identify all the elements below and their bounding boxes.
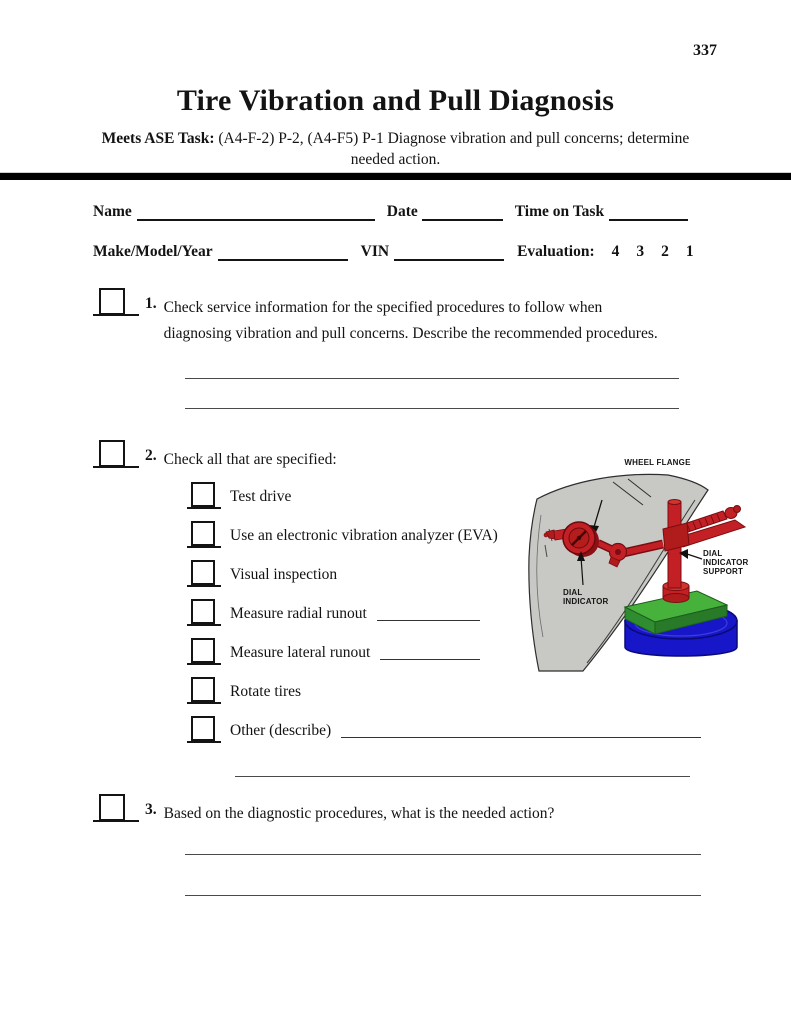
task-item-1	[93, 286, 672, 347]
radial-runout-field[interactable]	[377, 605, 480, 621]
other-describe-field[interactable]	[341, 722, 701, 738]
radial-runout-checkbox[interactable]	[187, 598, 221, 626]
task-2-checkbox[interactable]	[93, 440, 139, 468]
answer-line[interactable]	[185, 895, 701, 896]
task-1-number: 1.	[145, 295, 157, 312]
date-field[interactable]	[422, 203, 503, 221]
time-on-task-label: Time on Task	[514, 203, 605, 220]
info-row-2	[93, 243, 694, 261]
checklist-label: Use an electronic vibration analyzer (EVA)	[230, 527, 498, 544]
evaluation-score-4[interactable]: 4	[611, 243, 620, 260]
evaluation-score-2[interactable]: 2	[661, 243, 669, 260]
visual-inspection-checkbox[interactable]	[187, 559, 221, 587]
vin-label: VIN	[360, 243, 390, 260]
task-2-text: Check all that are specified:	[163, 451, 337, 468]
task-3-checkbox[interactable]	[93, 794, 139, 822]
wheel-flange-label: WHEEL FLANGE	[624, 458, 691, 467]
date-label: Date	[386, 203, 418, 220]
make-model-year-field[interactable]	[218, 243, 348, 261]
ase-task-subtitle	[0, 128, 791, 170]
task-3-number: 3.	[145, 801, 157, 818]
dial-indicator-label: DIAL INDICATOR	[563, 588, 609, 606]
evaluation-label: Evaluation:	[517, 243, 595, 260]
lateral-runout-field[interactable]	[380, 644, 480, 660]
checklist-item-other	[187, 715, 707, 743]
ase-task-label: Meets ASE Task:	[101, 130, 215, 147]
dial-indicator-illustration	[525, 445, 763, 673]
rotate-tires-checkbox[interactable]	[187, 676, 221, 704]
answer-line[interactable]	[185, 854, 701, 855]
vin-field[interactable]	[394, 243, 504, 261]
section-divider	[0, 172, 791, 180]
task-3-text: Based on the diagnostic procedures, what is the needed action?	[163, 805, 555, 822]
checklist-label: Test drive	[230, 488, 292, 505]
lateral-runout-checkbox[interactable]	[187, 637, 221, 665]
checklist-label: Measure radial runout	[230, 605, 367, 622]
name-label: Name	[93, 203, 132, 220]
task-item-2	[93, 438, 464, 473]
evaluation-score-1[interactable]: 1	[685, 243, 694, 260]
page-number: 337	[693, 42, 717, 59]
name-field[interactable]	[137, 203, 375, 221]
answer-line[interactable]	[185, 408, 679, 409]
task-2-number: 2.	[145, 447, 157, 464]
answer-line[interactable]	[235, 776, 690, 777]
task-item-3	[93, 792, 672, 827]
dial-indicator-support-label: DIAL INDICATOR SUPPORT	[703, 549, 749, 576]
test-drive-checkbox[interactable]	[187, 481, 221, 509]
make-model-year-label: Make/Model/Year	[93, 243, 213, 260]
evaluation-score-3[interactable]: 3	[636, 243, 645, 260]
task-1-checkbox[interactable]	[93, 288, 139, 316]
checklist-label: Rotate tires	[230, 683, 302, 700]
checklist-item-rotate-tires	[187, 676, 707, 704]
ase-task-text-line2: needed action.	[350, 151, 441, 168]
eva-checkbox[interactable]	[187, 520, 221, 548]
answer-line[interactable]	[185, 378, 679, 379]
checklist-label: Measure lateral runout	[230, 644, 371, 661]
checklist-label: Visual inspection	[230, 566, 338, 583]
task-1-text: Check service information for the specified procedures to follow when diagnosing vibration and pull concerns. Describe the recommended procedures.	[163, 299, 658, 342]
ase-task-text: (A4-F-2) P-2, (A4-F5) P-1 Diagnose vibration and pull concerns; determine	[218, 130, 690, 147]
info-row-1	[93, 203, 688, 221]
page-title: Tire Vibration and Pull Diagnosis	[176, 84, 615, 117]
other-checkbox[interactable]	[187, 715, 221, 743]
checklist-label: Other (describe)	[230, 722, 332, 739]
time-on-task-field[interactable]	[609, 203, 688, 221]
